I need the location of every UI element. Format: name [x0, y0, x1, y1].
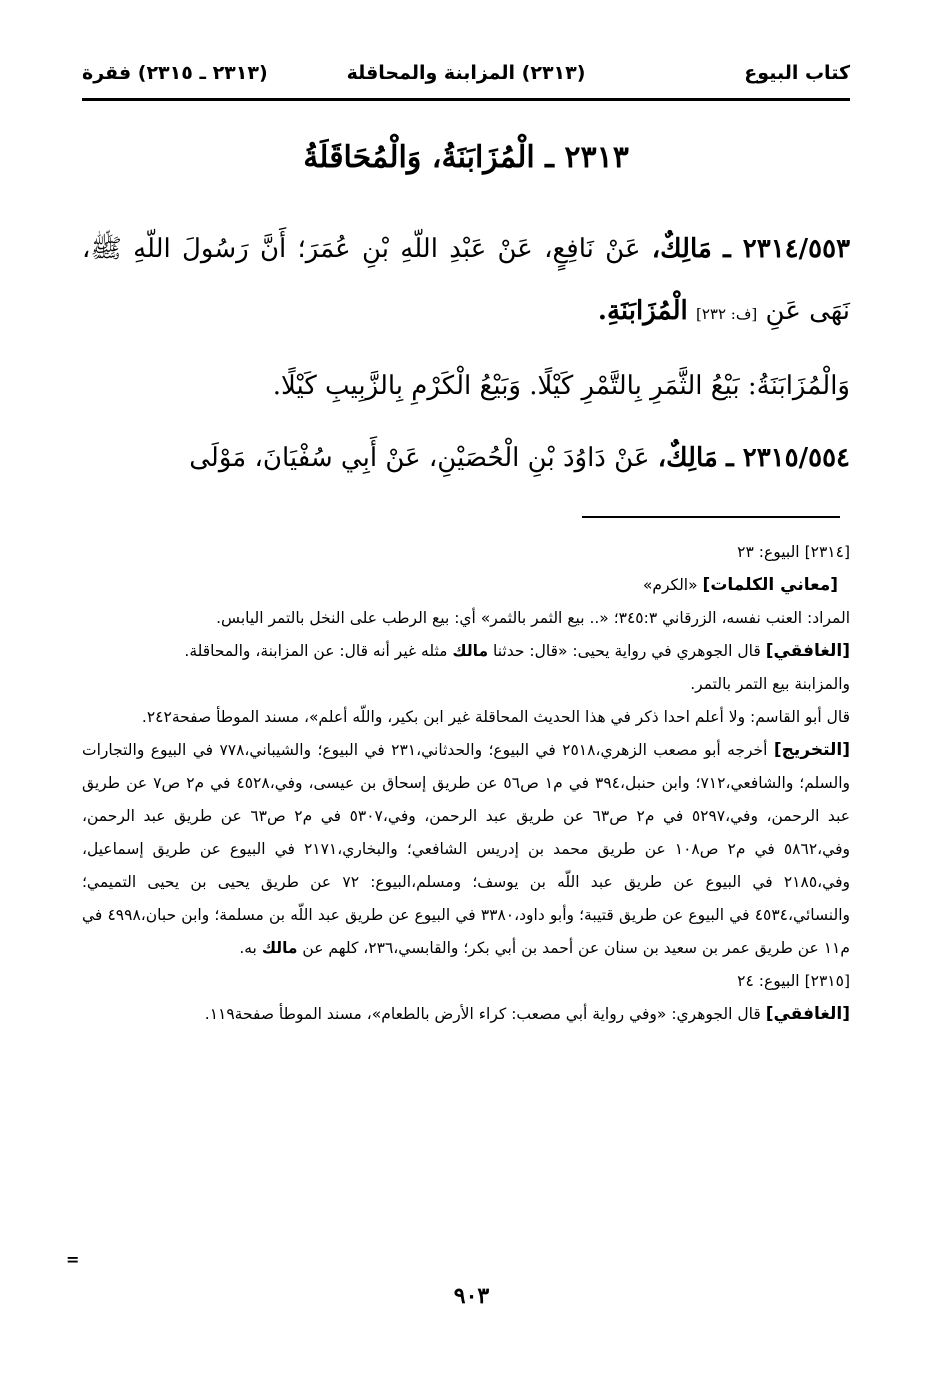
- header-chapter-title: (٢٣١٣) المزابنة والمحاقلة: [346, 62, 586, 84]
- footnotes: [82, 536, 850, 1031]
- hadith-narrator: مَالِكٌ،: [657, 443, 718, 473]
- ghafiqi-malik: مالك: [452, 642, 489, 660]
- footnote-source: البيوع: ٢٣: [737, 543, 800, 561]
- ghafiqi-text: قال الجوهري: «وفي رواية أبي مصعب: كراء الأرض بالطعام»، مسند الموطأ صفحة١١٩.: [204, 1005, 761, 1023]
- ghafiqi-tag: [الغافقي]: [765, 641, 850, 661]
- ghafiqi-note-2315: [82, 998, 850, 1031]
- hadith-number: ٢٣١٥/٥٥٤ ـ: [726, 443, 850, 473]
- header-book-title: كتاب البيوع: [744, 62, 850, 84]
- takhrij-text-end: به.: [239, 939, 257, 957]
- takhrij-tag: [التخريج]: [773, 740, 850, 760]
- takhrij-malik: مالك: [261, 939, 298, 957]
- footnote-2314-heading: [82, 536, 850, 569]
- hadith-2314: [82, 218, 850, 345]
- hadith-narrator: مَالِكٌ،: [651, 234, 712, 264]
- ma3ani-tag: [معاني الكلمات]: [702, 575, 838, 595]
- running-header: [82, 58, 850, 94]
- header-paragraph-range: (٢٣١٣ ـ ٢٣١٥) فقرة: [82, 62, 268, 84]
- ghafiqi-tag: [الغافقي]: [765, 1004, 850, 1024]
- footnote-2315-heading: [82, 965, 850, 998]
- hadith-2315: [82, 427, 850, 489]
- continuation-mark: =: [66, 1250, 80, 1269]
- chapter-title: ٢٣١٣ ـ الْمُزَابَنَةُ، وَالْمُحَاقَلَةُ: [303, 140, 629, 175]
- ma3ani-heading: [82, 569, 850, 602]
- header-divider: [82, 98, 850, 101]
- page-number: ٩٠٣: [453, 1283, 490, 1309]
- main-text: [82, 218, 850, 489]
- footnote-marker: [٢٣١٤]: [804, 543, 850, 561]
- footnote-marker: [٢٣١٥]: [804, 972, 850, 990]
- muzabana-note: والمزابنة بيع التمر بالتمر.: [690, 675, 850, 693]
- muzabana-definition: وَالْمُزَابَنَةُ: بَيْعُ الثَّمَرِ بِالتَّمْرِ كَيْلًا. وَبَيْعُ الْكَرْمِ بِالزَّبِيبِ كَيْلًا.: [272, 371, 850, 401]
- fatwa-reference: [ف: ٢٣٢]: [696, 305, 758, 323]
- hadith-number: ٢٣١٤/٥٥٣ ـ: [723, 234, 851, 264]
- hadith-text-end: الْمُزَابَنَةِ.: [597, 296, 688, 326]
- takhrij-text: أخرجه أبو مصعب الزهري،٢٥١٨ في البيوع؛ والحدثاني،٢٣١ في البيوع؛ والشيباني،٧٧٨ في البيوع والتجارات والسلم؛ والشافعي،٧١٢؛ وابن حنبل،٣٩٤ في م١ ص٥٦ عن طريق إسحاق بن عيسى، وفي،٤٥٢٨ في م٢ ص٧ عن طريق عبد الرحمن، وفي،٥٢٩٧ في م٢ ص٦٣ عن طريق عبد الرحمن، وفي،٥٣٠٧ في م٢ ص٦٣ عن طريق عبد الرحمن، وفي،٥٨٦٢ في م٢ ص١٠٨ عن طريق محمد بن إدريس الشافعي؛ والبخاري،٢١٧١ في البيوع عن طريق إسماعيل، وفي،٢١٨٥ في البيوع عن طريق عبد اللّه بن يوسف؛ ومسلم،البيوع: ٧٢ عن طريق يحيى بن يحيى التميمي؛ والنسائي،٤٥٣٤ في البيوع عن طريق قتيبة؛ وأبو داود،٣٣٨٠ في البيوع عن طريق عبد اللّه بن مسلمة؛ وابن حبان،٤٩٩٨ في م١١ عن طريق عمر بن سعيد بن سنان عن أحمد بن أبي بكر؛ والقابسي،٢٣٦، كلهم عن: [82, 741, 851, 957]
- ghafiqi-text-end: مثله غير أنه قال: عن المزابنة، والمحاقلة.: [184, 642, 448, 660]
- ghafiqi-note: [82, 635, 850, 668]
- ma3ani-text: المراد: العنب نفسه، الزرقاني ٣٤٥:٣؛ «.. بيع الثمر بالثمر» أي: بيع الرطب على النخل بالتمر اليابس.: [216, 609, 850, 627]
- hadith-text: عَنْ دَاوُدَ بْنِ الْحُصَيْنِ، عَنْ أَبِي سُفْيَانَ، مَوْلَى: [189, 443, 650, 473]
- abu-qasim-note: قال أبو القاسم: ولا أعلم احدا ذكر في هذا الحديث المحاقلة غير ابن بكير، واللّه أعلم»، مسند الموطأ صفحة٢٤٢.: [141, 708, 850, 726]
- hadith-text: عَنْ نَافِعٍ، عَنْ عَبْدِ اللّهِ بْنِ عُمَرَ؛ أَنَّ رَسُولَ اللّهِ ﷺ، نَهَى عَنِ: [82, 234, 850, 326]
- ma3ani-word: «الكرم»: [642, 576, 698, 594]
- takhrij-note: [82, 734, 850, 965]
- footnote-divider: [582, 516, 840, 518]
- footnote-source: البيوع: ٢٤: [737, 972, 800, 990]
- ghafiqi-text: قال الجوهري في رواية يحيى: «قال: حدثنا: [493, 642, 761, 660]
